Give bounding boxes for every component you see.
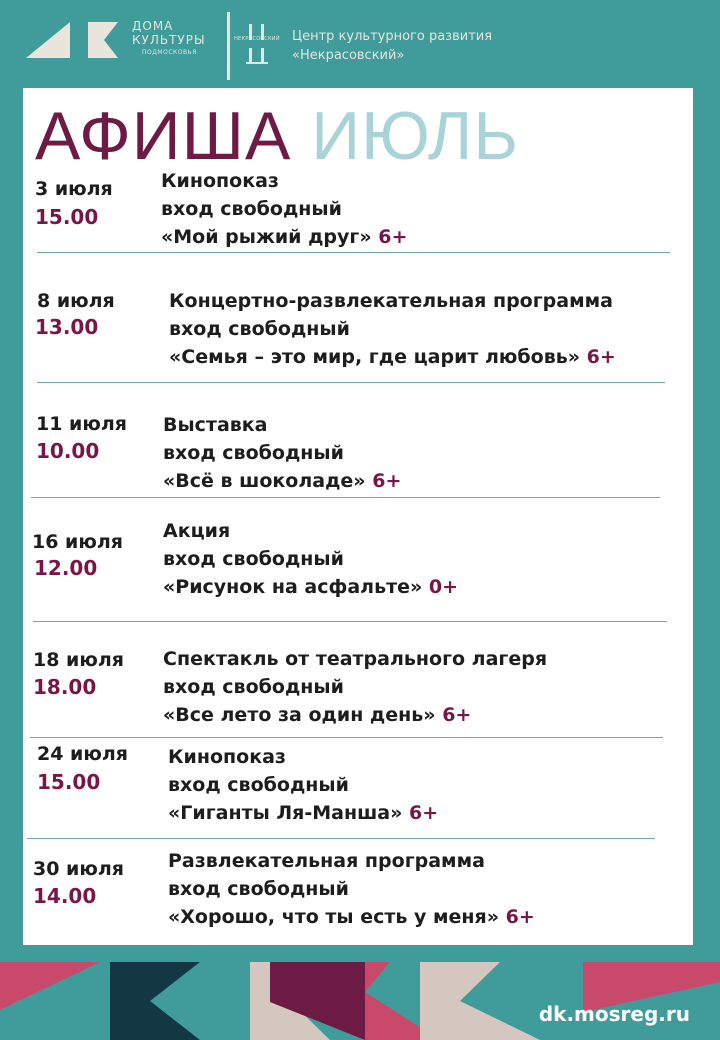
event-time: 18.00 (33, 675, 97, 699)
event-entry: вход свободный (168, 774, 349, 796)
event-entry: вход свободный (169, 318, 350, 340)
event-age: 6+ (409, 802, 439, 824)
center-title-line-1: Центр культурного развития (292, 29, 493, 44)
dk-line-2: КУЛЬТУРЫ (132, 33, 206, 47)
event-type: Кинопоказ (168, 746, 286, 768)
event-title (161, 226, 407, 248)
title-afisha: АФИША (35, 98, 292, 174)
event-type: Кинопоказ (161, 170, 279, 192)
center-title-line-2: «Некрасовский» (292, 48, 405, 63)
event-time: 15.00 (35, 205, 99, 229)
event-age: 6+ (378, 226, 408, 248)
website-link[interactable]: dk.mosreg.ru (538, 1002, 690, 1026)
event-name: «Гиганты Ля-Манша» (168, 802, 403, 824)
nekrasovsky-mark-text: НЕКРАСОВСКИЙ (234, 36, 280, 42)
event-divider (31, 497, 660, 498)
header (0, 0, 720, 88)
title-month: ИЮЛЬ (311, 98, 520, 174)
event-type: Развлекательная программа (168, 850, 485, 872)
event-divider (27, 838, 655, 839)
event-type: Концертно-развлекательная программа (169, 290, 613, 312)
header-divider (227, 12, 230, 80)
decorative-band (0, 962, 720, 1040)
event-date: 8 июля (37, 290, 115, 312)
event-name: «Мой рыжий друг» (161, 226, 372, 248)
event-divider (30, 737, 663, 738)
event-divider (37, 382, 665, 383)
event-divider (33, 621, 667, 622)
event-name: «Хорошо, что ты есть у меня» (168, 906, 500, 928)
event-entry: вход свободный (163, 676, 344, 698)
event-entry: вход свободный (168, 878, 349, 900)
event-age: 6+ (586, 346, 616, 368)
event-name: «Рисунок на асфальте» (163, 576, 423, 598)
event-age: 6+ (442, 704, 472, 726)
event-title (168, 802, 438, 824)
event-time: 12.00 (34, 556, 98, 580)
event-title (169, 346, 616, 368)
event-age: 6+ (372, 470, 402, 492)
event-date: 30 июля (33, 858, 124, 880)
dk-logo-icon (26, 22, 122, 58)
schedule-card (23, 88, 693, 945)
event-date: 11 июля (36, 413, 127, 435)
event-type: Выставка (163, 414, 268, 436)
page-title (35, 98, 519, 174)
event-entry: вход свободный (163, 548, 344, 570)
dk-line-1: ДОМА (132, 19, 174, 33)
event-date: 24 июля (37, 743, 128, 765)
event-date: 3 июля (35, 178, 113, 200)
event-title (168, 906, 535, 928)
dk-logo-text (132, 20, 206, 56)
dk-line-3: ПОДМОСКОВЬЯ (142, 49, 197, 56)
event-time: 13.00 (35, 315, 99, 339)
event-type: Спектакль от театрального лагеря (163, 648, 548, 670)
event-name: «Семья – это мир, где царит любовь» (169, 346, 581, 368)
event-title (163, 470, 401, 492)
event-time: 15.00 (37, 770, 101, 794)
event-date: 18 июля (33, 649, 124, 671)
event-entry: вход свободный (161, 198, 342, 220)
event-age: 0+ (428, 576, 459, 598)
event-title (163, 576, 458, 598)
event-divider (37, 252, 670, 253)
event-age: 6+ (505, 906, 535, 928)
event-time: 14.00 (33, 884, 97, 908)
event-type: Акция (163, 520, 231, 542)
event-name: «Все лето за один день» (163, 704, 436, 726)
event-entry: вход свободный (163, 442, 344, 464)
event-time: 10.00 (36, 439, 100, 463)
event-date: 16 июля (32, 531, 123, 553)
event-name: «Всё в шоколаде» (163, 470, 366, 492)
event-title (163, 704, 471, 726)
center-title (292, 27, 492, 65)
nekrasovsky-mark-icon (240, 24, 274, 64)
